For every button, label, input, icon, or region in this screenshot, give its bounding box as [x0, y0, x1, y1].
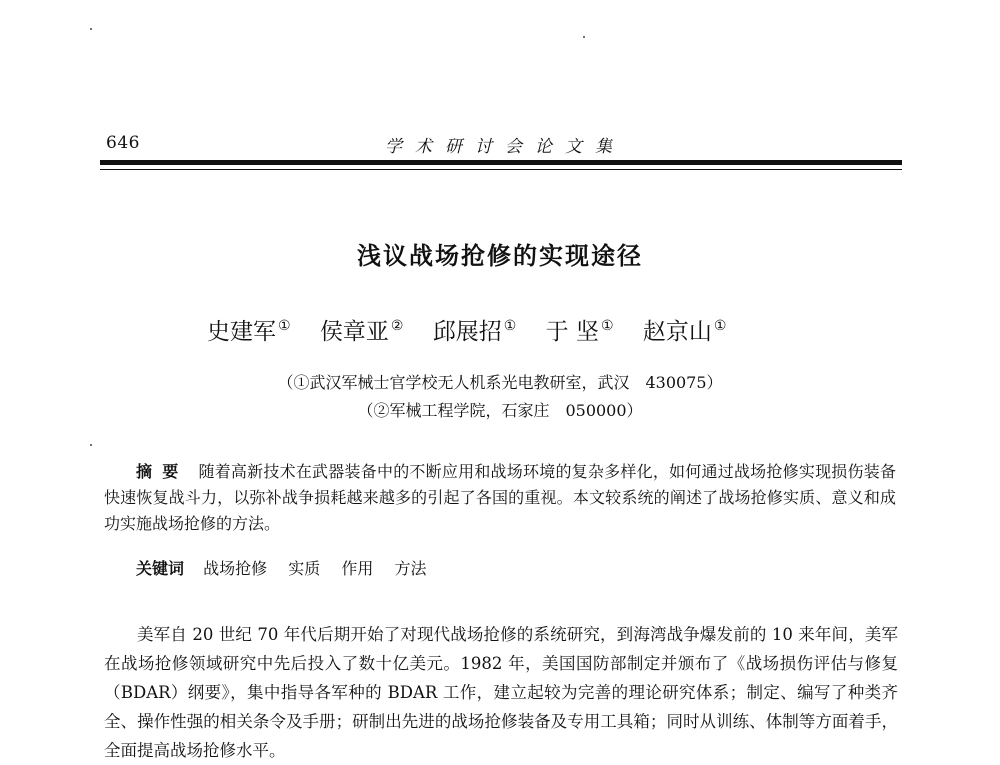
- abstract-text: 随着高新技术在武器装备中的不断应用和战场环境的复杂多样化，如何通过战场抢修实现损伤装备快速恢复战斗力，以弥补战争损耗越来越多的引起了各国的重视。本文较系统的阐述了战场抢修实质、意义和成功实施战场抢修的方法。: [104, 462, 896, 533]
- scan-speck: [90, 444, 92, 446]
- author-affiliation-mark: ②: [390, 318, 404, 335]
- running-head: 学术研讨会论文集: [385, 137, 625, 157]
- author: [643, 313, 727, 346]
- author: [546, 313, 614, 346]
- author-list: [207, 313, 726, 346]
- header-rule-thin: [100, 169, 902, 170]
- author-name: 邱展招: [432, 319, 502, 345]
- keyword: 方法: [394, 559, 427, 578]
- affiliation-2: （②军械工程学院，石家庄 050000）: [357, 401, 643, 420]
- abstract: [104, 459, 896, 537]
- page-number: 646: [106, 133, 140, 153]
- keyword: 战场抢修: [203, 559, 268, 578]
- author-name: 赵京山: [642, 319, 712, 345]
- abstract-label: 摘要: [136, 462, 189, 481]
- keywords-label: 关键词: [136, 559, 185, 578]
- author: [433, 313, 517, 346]
- author: [320, 313, 404, 346]
- scan-speck: [583, 36, 585, 38]
- keywords: [136, 556, 442, 579]
- keyword: 作用: [341, 559, 374, 578]
- scan-speck: [90, 28, 92, 30]
- article-title: 浅议战场抢修的实现途径: [357, 242, 643, 270]
- author-name: 于 坚: [545, 319, 599, 345]
- author-affiliation-mark: ①: [600, 318, 614, 335]
- author-affiliation-mark: ①: [503, 318, 517, 335]
- author-name: 侯章亚: [319, 319, 389, 345]
- affiliation-1: （①武汉军械士官学校无人机系光电教研室，武汉 430075）: [277, 373, 723, 392]
- keyword: 实质: [288, 559, 321, 578]
- author-affiliation-mark: ①: [713, 318, 727, 335]
- author-name: 史建军: [207, 319, 276, 345]
- author-affiliation-mark: ①: [278, 318, 291, 335]
- body-paragraph: 美军自 20 世纪 70 年代后期开始了对现代战场抢修的系统研究，到海湾战争爆发前的 10 来年间，美军在战场抢修领域研究中先后投入了数十亿美元。1982 年，美国国防部制定并颁布了《战场损伤评估与修复（BDAR）纲要》，集中指导各军种的 BDAR 工作，建立起较为完善的理论研究体系；制定、编写了种类齐全、操作性强的相关条令及手册；研制出先进的战场抢修装备及专用工具箱；同时从训练、体制等方面着手，全面提高战场抢修水平。: [104, 625, 898, 760]
- header-rule-thick: [100, 160, 902, 165]
- author: [207, 313, 291, 346]
